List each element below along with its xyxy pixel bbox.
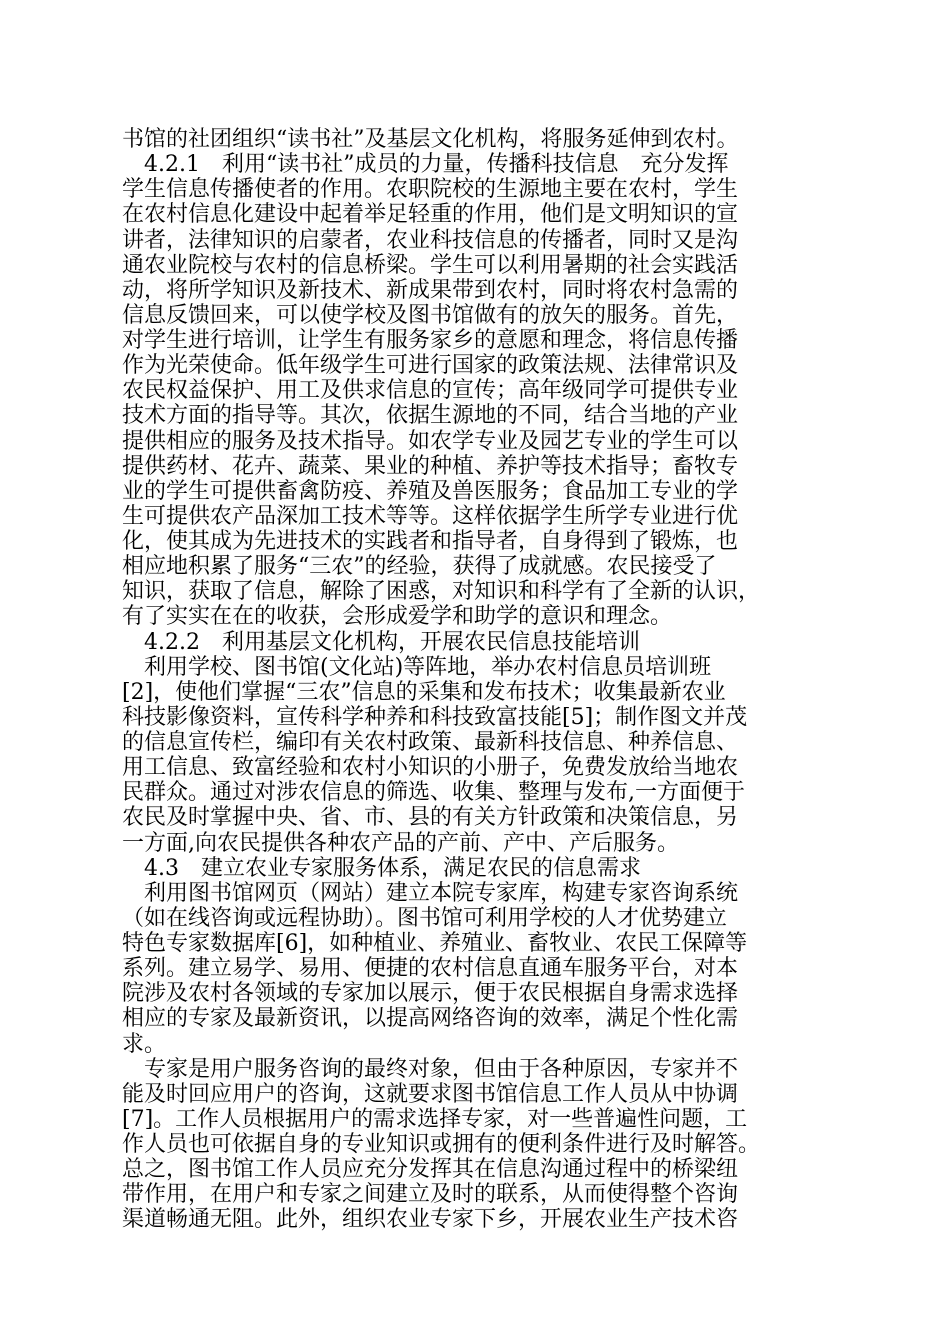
text-line: （如在线咨询或远程协助）。图书馆可利用学校的人才优势建立 <box>122 905 728 931</box>
text-line: 通农业院校与农村的信息桥梁。学生可以利用暑期的社会实践活 <box>122 252 739 278</box>
text-line: 信息反馈回来，可以使学校及图书馆做有的放矢的服务。首先， <box>122 302 739 328</box>
text-line: 学生信息传播使者的作用。农职院校的生源地主要在农村，学生 <box>122 177 739 203</box>
text-line: 能及时回应用户的咨询，这就要求图书馆信息工作人员从中协调 <box>122 1081 739 1107</box>
text-line: 带作用，在用户和专家之间建立及时的联系，从而使得整个咨询 <box>122 1182 739 1208</box>
text-line: 民群众。通过对涉农信息的筛选、收集、整理与发布,一方面便于 <box>122 780 745 806</box>
text-line: 4.2.1 利用“读书社”成员的力量，传播科技信息 充分发挥 <box>122 152 729 178</box>
text-line: [7]。工作人员根据用户的需求选择专家，对一些普遍性问题，工 <box>122 1106 748 1132</box>
text-line: 渠道畅通无阻。此外，组织农业专家下乡，开展农业生产技术咨 <box>122 1207 739 1233</box>
text-line: 一方面,向农民提供各种农产品的产前、产中、产后服务。 <box>122 830 679 856</box>
text-line: 总之，图书馆工作人员应充分发挥其在信息沟通过程中的桥梁纽 <box>122 1157 739 1183</box>
text-line: 化，使其成为先进技术的实践者和指导者，自身得到了锻炼，也 <box>122 529 739 554</box>
text-line: 作人员也可依据自身的专业知识或拥有的便利条件进行及时解答。 <box>122 1132 761 1157</box>
text-line: 特色专家数据库[6]，如种植业、养殖业、畜牧业、农民工保障等 <box>122 931 748 956</box>
text-line: 知识，获取了信息，解除了困惑，对知识和科学有了全新的认识， <box>122 579 761 605</box>
text-line: 技术方面的指导等。其次，依据生源地的不同，结合当地的产业 <box>122 403 739 429</box>
text-line: 提供相应的服务及技术指导。如农学专业及园艺专业的学生可以 <box>122 428 739 454</box>
text-line: 有了实实在在的收获，会形成爱学和助学的意识和理念。 <box>122 604 673 630</box>
text-line: 书馆的社团组织“读书社”及基层文化机构，将服务延伸到农村。 <box>122 127 739 152</box>
text-line: 利用学校、图书馆(文化站)等阵地，举办农村信息员培训班 <box>122 654 712 680</box>
text-line: 相应地积累了服务“三农”的经验，获得了成就感。农民接受了 <box>122 554 717 580</box>
text-line: 的信息宣传栏，编印有关农村政策、最新科技信息、种养信息、 <box>122 730 739 755</box>
text-line: 院涉及农村各领域的专家加以展示，便于农民根据自身需求选择 <box>122 981 739 1007</box>
text-line: 讲者，法律知识的启蒙者，农业科技信息的传播者，同时又是沟 <box>122 227 739 253</box>
text-line: 提供药材、花卉、蔬菜、果业的种植、养护等技术指导；畜牧专 <box>122 453 739 479</box>
text-line: 用工信息、致富经验和农村小知识的小册子，免费发放给当地农 <box>122 755 739 781</box>
text-line: 利用图书馆网页（网站）建立本院专家库，构建专家咨询系统 <box>122 880 739 906</box>
text-line: 生可提供农产品深加工技术等等。这样依据学生所学专业进行优 <box>122 503 739 529</box>
document-body-text <box>122 128 792 1234</box>
text-line: 4.3 建立农业专家服务体系，满足农民的信息需求 <box>122 855 641 881</box>
text-line: 科技影像资料，宣传科学种养和科技致富技能[5]；制作图文并茂 <box>122 704 748 730</box>
text-line: 专家是用户服务咨询的最终对象，但由于各种原因，专家并不 <box>122 1056 739 1082</box>
text-line: [2]，使他们掌握“三农”信息的采集和发布技术；收集最新农业 <box>122 679 726 705</box>
text-line: 农民及时掌握中央、省、市、县的有关方针政策和决策信息，另 <box>122 805 739 831</box>
text-line: 对学生进行培训，让学生有服务家乡的意愿和理念，将信息传播 <box>122 328 739 353</box>
text-line: 作为光荣使命。低年级学生可进行国家的政策法规、法律常识及 <box>122 353 739 379</box>
text-line: 动，将所学知识及新技术、新成果带到农村，同时将农村急需的 <box>122 277 739 303</box>
text-line: 系列。建立易学、易用、便捷的农村信息直通车服务平台，对本 <box>122 956 739 982</box>
text-line: 农民权益保护、用工及供求信息的宣传；高年级同学可提供专业 <box>122 378 739 404</box>
text-line: 在农村信息化建设中起着举足轻重的作用，他们是文明知识的宣 <box>122 202 739 228</box>
text-line: 相应的专家及最新资讯，以提高网络咨询的效率，满足个性化需 <box>122 1006 739 1032</box>
text-line: 4.2.2 利用基层文化机构，开展农民信息技能培训 <box>122 629 640 655</box>
text-line: 求。 <box>122 1031 167 1057</box>
text-line: 业的学生可提供畜禽防疫、养殖及兽医服务；食品加工专业的学 <box>122 478 739 504</box>
